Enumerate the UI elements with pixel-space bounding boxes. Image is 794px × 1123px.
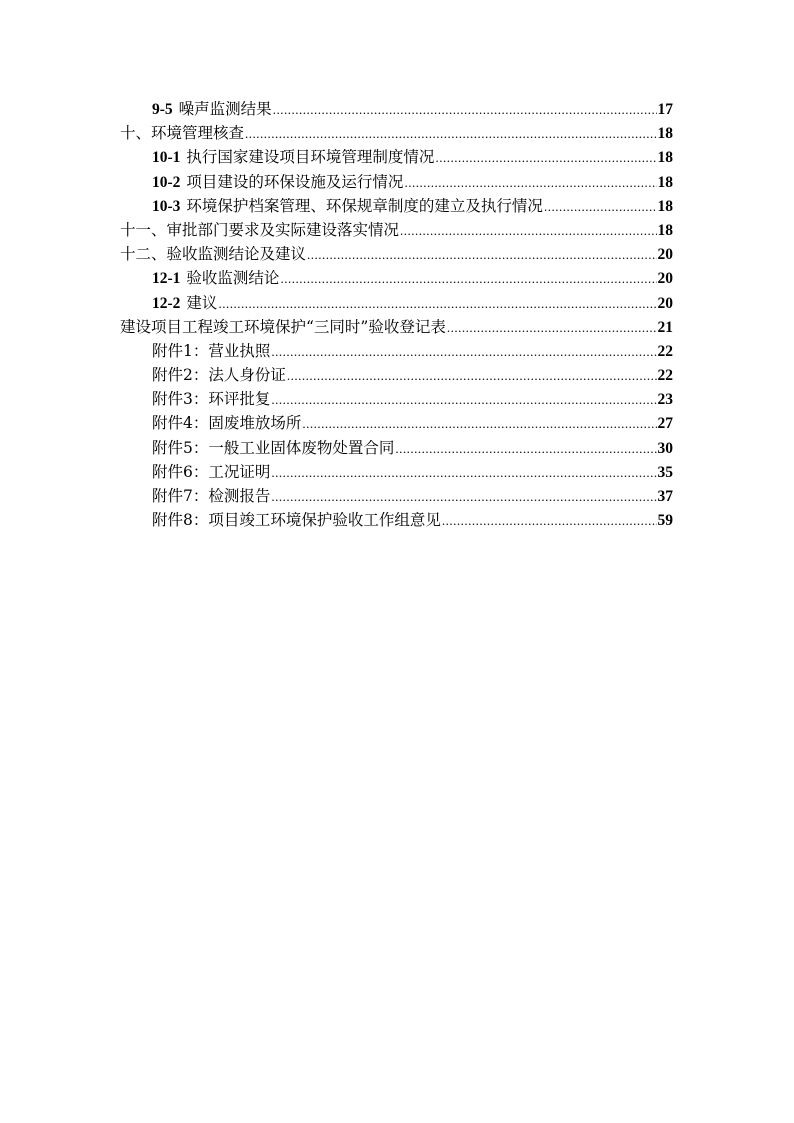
toc-entry-section-11[interactable] — [120, 218, 673, 242]
toc-entry-9-5[interactable] — [120, 97, 673, 121]
toc-entry-attachment-2[interactable] — [120, 363, 673, 387]
toc-entry-12-2[interactable] — [120, 291, 673, 315]
toc-entry-page: 23 — [657, 391, 673, 409]
toc-entry-page: 18 — [657, 173, 673, 191]
toc-entry-page: 18 — [657, 125, 673, 143]
toc-entry-number: 9-5 — [152, 101, 173, 118]
toc-entry-page: 20 — [657, 246, 673, 264]
toc-entry-title: 附件6：工况证明 — [152, 462, 271, 481]
toc-entry-section-10[interactable] — [120, 121, 673, 145]
dot-leader — [287, 364, 657, 388]
dot-leader — [271, 340, 656, 364]
dot-leader — [271, 388, 656, 412]
dot-leader — [544, 195, 657, 219]
toc-entry-title: 建设项目工程竣工环境保护“三同时”验收登记表 — [120, 317, 446, 336]
toc-entry-number: 10-1 — [152, 149, 181, 167]
toc-entry-attachment-3[interactable] — [120, 387, 673, 411]
toc-entry-page: 22 — [657, 342, 673, 360]
toc-entry-page: 18 — [657, 197, 673, 215]
toc-entry-title: 十、环境管理核查 — [120, 124, 245, 143]
toc-entry-10-2[interactable] — [120, 170, 673, 194]
toc-entry-10-3[interactable] — [120, 194, 673, 218]
toc-entry-page: 37 — [657, 488, 673, 505]
toc-entry-title: 噪声监测结果 — [178, 100, 272, 118]
dot-leader — [245, 122, 656, 146]
toc-entry-page: 17 — [657, 101, 673, 118]
toc-entry-12-1[interactable] — [120, 266, 673, 290]
toc-entry-attachment-8[interactable] — [120, 508, 673, 532]
toc-entry-title: 附件2：法人身份证 — [152, 366, 286, 385]
toc-entry-page: 22 — [657, 367, 673, 385]
table-of-contents — [120, 97, 673, 532]
dot-leader — [400, 219, 656, 243]
toc-entry-attachment-7[interactable] — [120, 484, 673, 508]
toc-entry-title: 附件1：营业执照 — [152, 341, 271, 360]
toc-entry-page: 27 — [657, 415, 673, 433]
dot-leader — [273, 98, 657, 122]
dot-leader — [447, 316, 657, 340]
toc-entry-title: 附件4：固废堆放场所 — [152, 414, 302, 433]
toc-entry-title: 验收监测结论 — [186, 269, 280, 288]
toc-entry-page: 59 — [657, 512, 673, 530]
toc-entry-page: 20 — [657, 294, 673, 312]
toc-entry-title: 十一、审批部门要求及实际建设落实情况 — [120, 220, 400, 239]
toc-entry-attachment-6[interactable] — [120, 460, 673, 484]
toc-entry-title: 项目建设的环保设施及运行情况 — [186, 172, 404, 191]
toc-entry-title: 附件3：环评批复 — [152, 390, 271, 409]
dot-leader — [271, 485, 656, 509]
dot-leader — [280, 267, 656, 291]
dot-leader — [395, 437, 656, 461]
toc-entry-title: 附件5：一般工业固体废物处置合同 — [152, 438, 395, 457]
toc-entry-page: 30 — [657, 439, 673, 457]
toc-entry-title: 十二、验收监测结论及建议 — [120, 245, 307, 264]
toc-entry-number: 10-2 — [152, 173, 181, 191]
toc-entry-section-12[interactable] — [120, 242, 673, 266]
toc-entry-10-1[interactable] — [120, 145, 673, 169]
toc-entry-title: 附件8：项目竣工环境保护验收工作组意见 — [152, 511, 441, 530]
toc-entry-page: 18 — [657, 221, 673, 239]
toc-entry-title: 建议 — [186, 293, 218, 312]
toc-entry-attachment-4[interactable] — [120, 411, 673, 435]
toc-entry-number: 10-3 — [152, 197, 181, 215]
toc-entry-title: 附件7：检测报告 — [152, 487, 271, 505]
toc-entry-page: 35 — [657, 463, 673, 481]
dot-leader — [435, 146, 656, 170]
toc-entry-title: 环境保护档案管理、环保规章制度的建立及执行情况 — [186, 196, 543, 215]
dot-leader — [271, 461, 656, 485]
toc-entry-number: 12-2 — [152, 294, 181, 312]
toc-entry-page: 18 — [657, 149, 673, 167]
dot-leader — [302, 412, 656, 436]
dot-leader — [218, 292, 656, 316]
toc-entry-page: 20 — [657, 270, 673, 288]
toc-entry-attachment-5[interactable] — [120, 436, 673, 460]
toc-entry-registration-form[interactable] — [120, 315, 673, 339]
toc-entry-attachment-1[interactable] — [120, 339, 673, 363]
toc-entry-number: 12-1 — [152, 270, 181, 288]
dot-leader — [404, 171, 656, 195]
toc-entry-title: 执行国家建设项目环境管理制度情况 — [186, 148, 435, 167]
dot-leader — [307, 243, 656, 267]
toc-entry-page: 21 — [657, 318, 673, 336]
dot-leader — [442, 509, 657, 533]
